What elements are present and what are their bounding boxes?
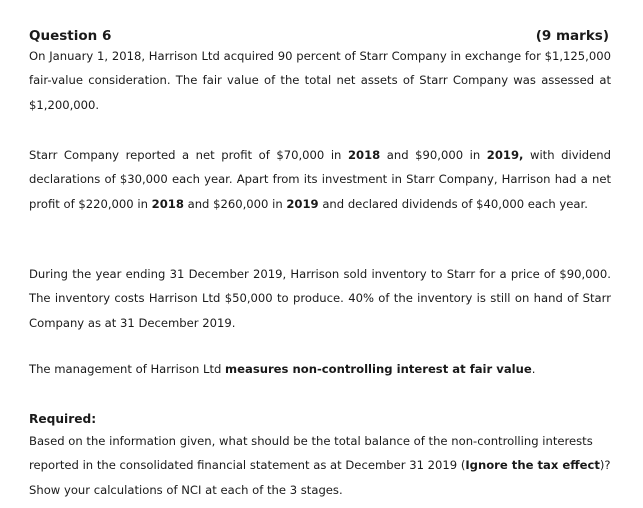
year-2019-starr: 2019, — [486, 148, 524, 162]
required-text-1: Based on the information given, what should be the total balance of the non-controlling interests reported in the consolidated financial statement as at December 31 2019 ( — [29, 434, 593, 473]
year-2019-harrison: 2019 — [286, 196, 319, 211]
profits-text-2: and $90,000 in — [380, 148, 487, 162]
nci-policy-bold: measures non-controlling interest at fair value — [225, 362, 532, 376]
paragraph-inventory-text: During the year ending 31 December 2019, Harrison sold inventory to Starr for a price of $90,000. The inventory costs Harrison Ltd $50,000 to produce. 40% of the inventory is still on hand of Starr Company as at 31 December 2019. — [29, 267, 611, 330]
profits-text-1: Starr Company reported a net profit of $70,000 in — [29, 148, 348, 162]
question-header — [29, 26, 611, 46]
required-bold: Ignore the tax effect — [465, 458, 600, 473]
paragraph-inventory — [29, 262, 611, 335]
profits-text-4: and $260,000 in — [183, 196, 287, 211]
required-title: Required: — [29, 412, 97, 426]
question-title: Question 6 — [29, 28, 112, 44]
year-2018-starr: 2018 — [347, 148, 381, 162]
paragraph-profits — [29, 143, 611, 216]
question-marks: (9 marks) — [535, 28, 609, 44]
year-2018-harrison: 2018 — [151, 196, 184, 211]
nci-policy-text-1: The management of Harrison Ltd — [29, 362, 226, 376]
profits-text-3: with dividend declarations of $30,000 each year. Apart from its investment in Starr Company, Harrison had a net profit of $220,000 in — [29, 148, 611, 211]
paragraph-nci-policy — [29, 357, 611, 381]
paragraph-acquisition — [29, 44, 611, 117]
nci-policy-text-2: . — [531, 362, 536, 376]
paragraph-required — [29, 429, 611, 502]
paragraph-acquisition-text: On January 1, 2018, Harrison Ltd acquired 90 percent of Starr Company in exchange for $1,125,000 fair-value consideration. The fair value of the total net assets of Starr Company was assessed at $1,200,000. — [29, 49, 611, 112]
required-text-2: )? Show your calculations of NCI at each of the 3 stages. — [29, 458, 611, 497]
profits-text-5: and declared dividends of $40,000 each year. — [318, 196, 588, 211]
